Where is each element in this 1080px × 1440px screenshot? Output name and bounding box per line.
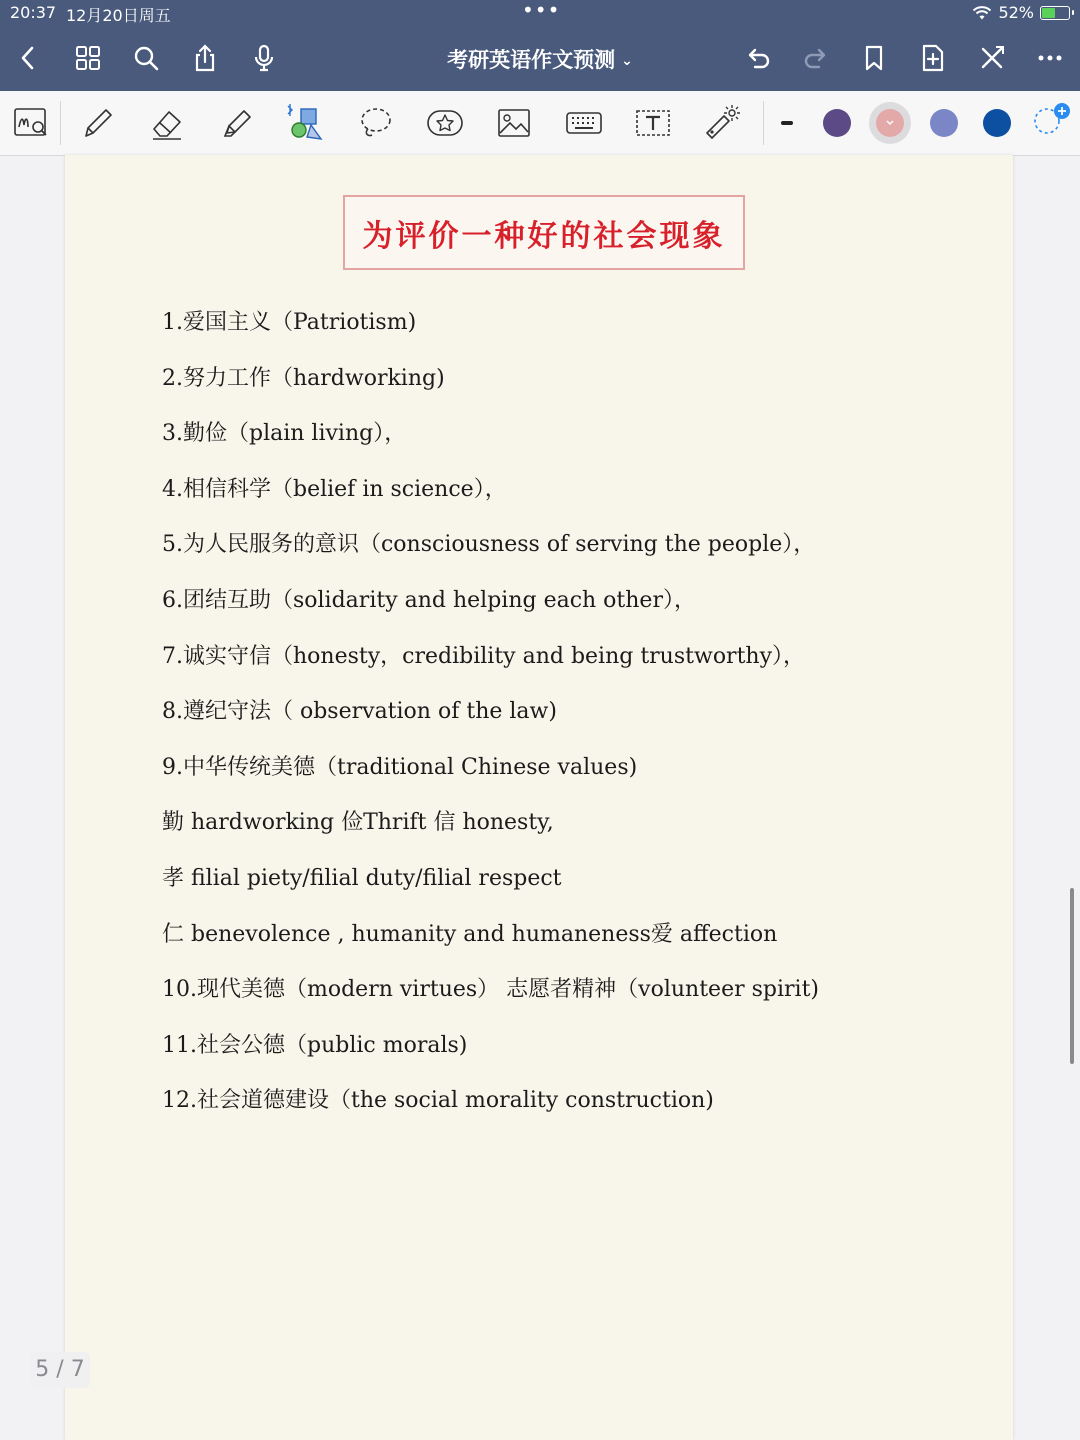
chevron-down-icon — [885, 119, 895, 127]
list-item: 仁 benevolence , humanity and humaneness爱 affection — [162, 921, 778, 947]
list-item: 12.社会道德建设（the social morality construction) — [162, 1088, 714, 1114]
shapes-icon — [285, 103, 325, 143]
image-icon — [494, 103, 534, 143]
status-right — [972, 3, 1070, 22]
list-item: 2.努力工作（hardworking) — [162, 365, 445, 391]
eraser-tool[interactable] — [142, 99, 192, 147]
highlighter-icon — [217, 103, 257, 143]
pen-icon — [78, 103, 118, 143]
list-item: 孝 filial piety/filial duty/filial respect — [162, 865, 562, 891]
image-tool[interactable] — [489, 99, 539, 147]
close-icon — [977, 43, 1007, 73]
lasso-tool[interactable] — [351, 99, 401, 147]
drawing-toolbar — [0, 91, 1080, 156]
list-item: 9.中华传统美德（traditional Chinese values) — [162, 754, 638, 780]
phrase-list — [162, 305, 1002, 1139]
highlighter-tool[interactable] — [212, 99, 262, 147]
status-time: 20:37 — [10, 3, 57, 22]
list-item: 5.为人民服务的意识（consciousness of serving the people）， — [162, 532, 816, 558]
wifi-icon — [972, 5, 992, 21]
keyboard-icon — [564, 103, 604, 143]
vertical-scrollbar[interactable] — [1070, 888, 1074, 1064]
sticker-tool[interactable] — [420, 99, 470, 147]
keyboard-tool[interactable] — [559, 99, 609, 147]
text-box-icon — [633, 103, 673, 143]
bookmark-icon — [859, 43, 889, 73]
list-item: 6.团结互助（solidarity and helping each other）， — [162, 587, 696, 613]
eraser-icon — [147, 103, 187, 143]
undo-icon — [743, 43, 773, 73]
add-page-button[interactable] — [915, 40, 951, 76]
status-date: 12月20日周五 — [66, 6, 171, 25]
chevron-down-icon: ⌄ — [621, 53, 633, 69]
more-icon — [1035, 43, 1065, 73]
color-swatch-blue[interactable] — [983, 109, 1011, 137]
list-item: 10.现代美德（modern virtues） 志愿者精神（volunteer spirit) — [162, 977, 819, 1003]
page-title: 为评价一种好的社会现象 — [362, 218, 726, 254]
list-item: 勤 hardworking 俭Thrift 信 honesty, — [162, 810, 554, 836]
add-page-icon — [918, 43, 948, 73]
list-item: 8.遵纪守法（ observation of the law) — [162, 699, 557, 725]
text-box-tool[interactable] — [628, 99, 678, 147]
bookmark-button[interactable] — [856, 40, 892, 76]
document-title: 考研英语作文预测 — [447, 48, 616, 72]
title-box — [343, 195, 745, 270]
undo-button[interactable] — [740, 40, 776, 76]
list-item: 3.勤俭（plain living）， — [162, 421, 407, 447]
redo-button[interactable] — [798, 40, 834, 76]
color-swatch-purple[interactable] — [823, 109, 851, 137]
top-bar — [0, 0, 1080, 91]
add-color-icon — [1033, 103, 1073, 139]
pen-tool[interactable] — [73, 99, 123, 147]
battery-level — [1042, 8, 1055, 18]
list-item: 7.诚实守信（honesty，credibility and being trustworthy）， — [162, 643, 806, 669]
lasso-icon — [356, 103, 396, 143]
sticker-icon — [425, 103, 465, 143]
shapes-tool[interactable] — [280, 99, 330, 147]
toolbar-divider — [60, 101, 61, 145]
redo-icon — [801, 43, 831, 73]
stroke-width-selector[interactable] — [781, 121, 793, 125]
laser-pointer-icon — [702, 103, 742, 143]
more-button[interactable] — [1032, 40, 1068, 76]
laser-pointer-tool[interactable] — [697, 99, 747, 147]
battery-icon — [1040, 6, 1070, 20]
handwriting-search-tool[interactable] — [6, 99, 56, 147]
multitasking-dots[interactable]: ••• — [522, 0, 561, 22]
page-indicator: 5 / 7 — [30, 1352, 90, 1388]
add-color-button[interactable] — [1033, 107, 1063, 137]
color-swatch-pink[interactable] — [876, 109, 904, 137]
document-page[interactable] — [65, 155, 1013, 1440]
close-button[interactable] — [974, 40, 1010, 76]
list-item: 4.相信科学（belief in science）， — [162, 476, 507, 502]
list-item: 11.社会公德（public morals) — [162, 1032, 468, 1058]
handwriting-search-icon — [11, 103, 51, 143]
battery-percent: 52% — [998, 3, 1034, 22]
toolbar-divider — [763, 101, 764, 145]
color-swatch-lavender[interactable] — [930, 109, 958, 137]
list-item: 1.爱国主义（Patriotism) — [162, 310, 417, 335]
